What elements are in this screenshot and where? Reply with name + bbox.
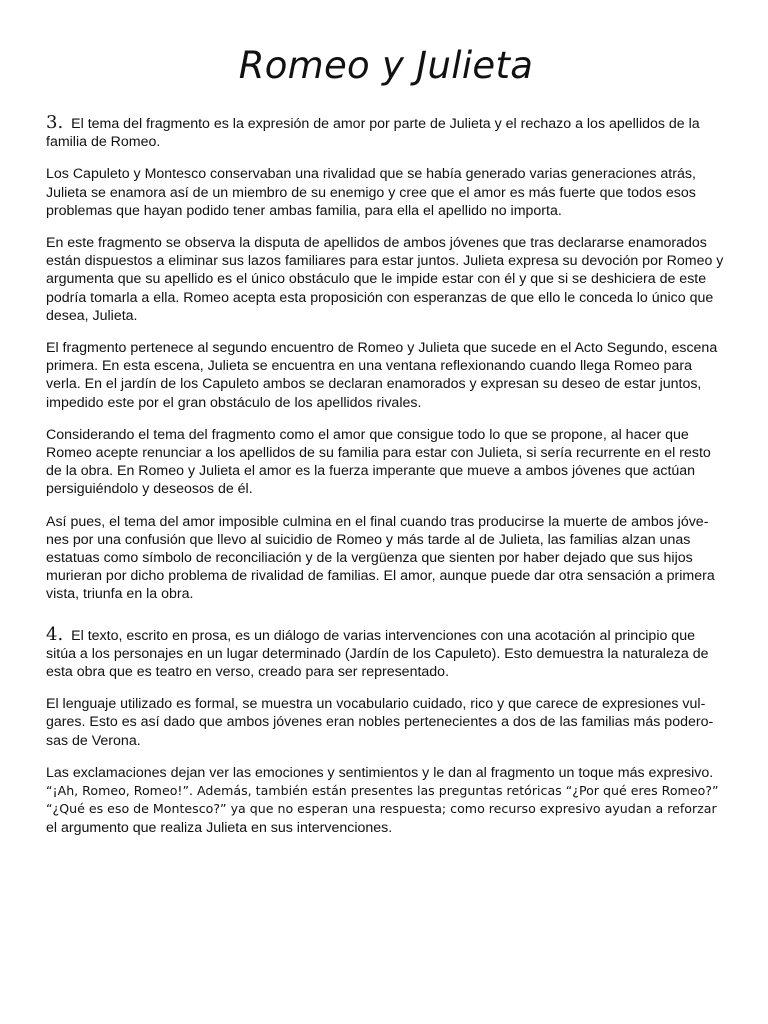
section-4-paragraph-2: El lenguaje utilizado es formal, se muestra un vocabulario cuidado, rico y que carece de expresiones vul- gares. Esto es así dado que ambos jóvenes eran nobles pertenecientes a dos de las familias más podero- sas de Verona. xyxy=(46,696,714,749)
section-4-paragraph-3 xyxy=(46,764,726,837)
section-4-paragraph-1 xyxy=(46,623,726,682)
document-page xyxy=(46,44,726,851)
section-4-last-line-3: el argumento que realiza Julieta en sus intervenciones. xyxy=(46,819,393,836)
section-3-text-1: El tema del fragmento es la expresión de amor por parte de Julieta y el rechazo a los apellidos de la familia de Romeo. xyxy=(46,116,700,151)
section-3-paragraph-3: En este fragmento se observa la disputa de apellidos de ambos jóvenes que tras declararse enamorados están dispuestos a eliminar sus lazos familiares para estar juntos. Julieta expresa su devoción por Romeo y argumenta que su apellido es el único obstáculo que le impide estar con él y que si se deshiciera de este podría tomarla a ella. Romeo acepta esta proposición con esperanzas de que ello le conceda lo único que desea, Julieta. xyxy=(46,235,724,324)
section-4-last-line-1: Las exclamaciones dejan ver las emociones y sentimientos y le dan al fragmento un toque más expresivo. xyxy=(46,764,714,781)
section-3-paragraph-6: Así pues, el tema del amor imposible culmina en el final cuando tras producirse la muerte de ambos jóve- nes por una confusión que llevo al suicidio de Romeo y más tarde al de Julieta, las familias alzan unas estatuas como símbolo de reconciliación y de la vergüenza que sienten por haber dejado que sus hijos murieran por dicho problema de rivalidad de familias. El amor, aunque puede dar otra sensación a primera vista, triunfa en la obra. xyxy=(46,513,715,603)
section-4-last-line-2: “¡Ah, Romeo, Romeo!”. Además, también están presentes las preguntas retóricas “¿Por qué eres Romeo?” “¿Qué es eso de Montesco?” ya que no esperan una respuesta; como recurso expresivo ayudan a reforzar xyxy=(46,783,719,817)
section-3-paragraph-2: Los Capuleto y Montesco conservaban una rivalidad que se había generado varias generaciones atrás, Julieta se enamora así de un miembro de su enemigo y cree que el amor es más fuerte que todos esos problemas que hayan podido tener ambas familia, para ella el apellido no importa. xyxy=(46,166,696,219)
section-3-number: 3. xyxy=(46,112,64,133)
section-4-number: 4. xyxy=(46,623,64,645)
document-title: Romeo y Julieta xyxy=(238,44,534,87)
section-4-text-1: El texto, escrito en prosa, es un diálogo de varias intervenciones con una acotación al principio que sitúa a los personajes en un lugar determinado (Jardín de los Capuleto). Esto demuestra la naturaleza de esta obra que es teatro en verso, creado para ser representado. xyxy=(46,627,709,681)
section-3-paragraph-1 xyxy=(46,114,726,151)
section-3-paragraph-5: Considerando el tema del fragmento como el amor que consigue todo lo que se propone, al hacer que Romeo acepte renunciar a los apellidos de su familia para estar con Julieta, si sería recurrente en el resto de la obra. En Romeo y Julieta el amor es la fuerza imperante que mueve a ambos jóvenes que actúan persiguiéndolo y deseosos de él. xyxy=(46,426,711,498)
section-3-paragraph-4: El fragmento pertenece al segundo encuentro de Romeo y Julieta que sucede en el Acto Segundo, escena primera. En esta escena, Julieta se encuentra en una ventana reflexionando cuando llega Romeo para verla. En el jardín de los Capuleto ambos se declaran enamorados y expresan su deseo de estar juntos, impedido este por el gran obstáculo de los apellidos rivales. xyxy=(46,340,718,411)
